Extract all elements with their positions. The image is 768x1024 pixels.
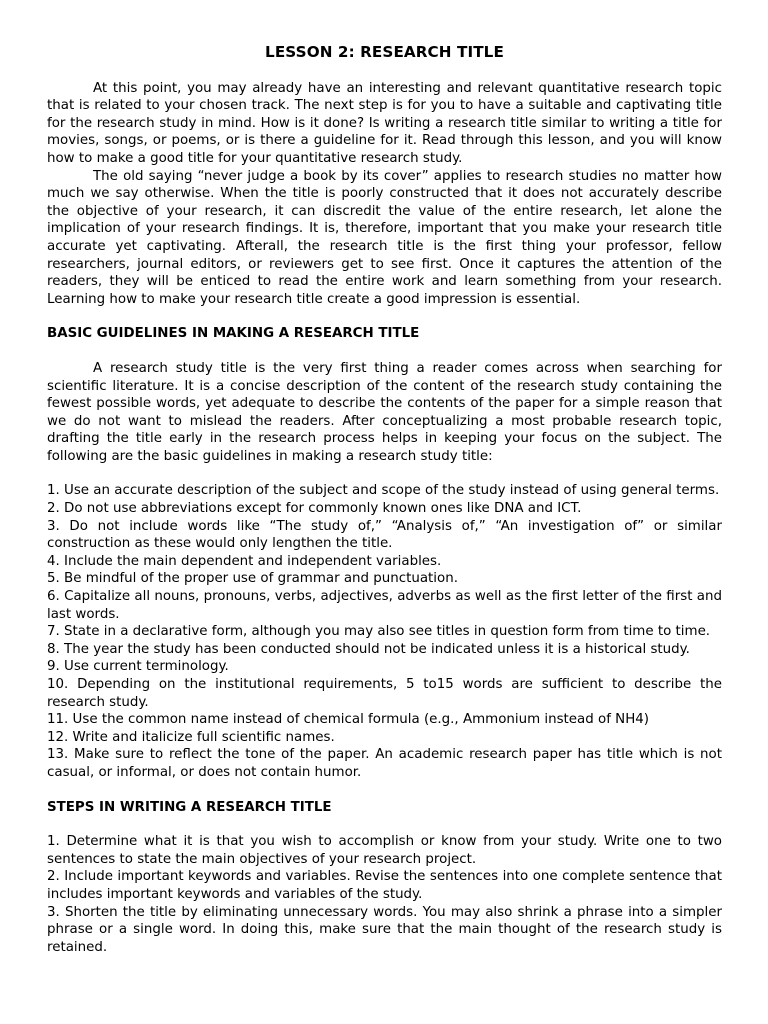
list-item: 12. Write and italicize full scientific names. xyxy=(47,729,335,745)
intro-paragraph-2: The old saying “never judge a book by its cover” applies to research studies no matter how much we say otherwise. When the title is poorly constructed that it does not accurately describe the objective of your research, it can discredit the value of the entire research, let alone the implication of your research findings. It is, therefore, important that you make your research title accurate yet captivating. Afterall, the research title is the first thing your professor, fellow researchers, journal editors, or reviewers get to see first. Once it captures the attention of the readers, they will be enticed to read the entire work and learn something from your research. Learning how to make your research title create a good impression is essential. xyxy=(47,168,722,307)
list-item: 6. Capitalize all nouns, pronouns, verbs, adjectives, adverbs as well as the first letter of the first and last words. xyxy=(47,589,722,622)
list-item: 8. The year the study has been conducted should not be indicated unless it is a historical study. xyxy=(47,641,690,657)
intro-paragraph-1: At this point, you may already have an interesting and relevant quantitative research topic that is related to your chosen track. The next step is for you to have a suitable and captivating title for the research study in mind. How is it done? Is writing a research title similar to writing a title for movies, songs, or poems, or is there a guideline for it. Read through this lesson, and you will know how to make a good title for your quantitative research study. xyxy=(47,80,722,166)
list-item: 3. Shorten the title by eliminating unnecessary words. You may also shrink a phrase into a simpler phrase or a single word. In doing this, make sure that the main thought of the research study is retained. xyxy=(47,904,722,955)
list-item: 1. Determine what it is that you wish to accomplish or know from your study. Write one to two sentences to state the main objectives of your research project. xyxy=(47,834,722,867)
guidelines-heading: BASIC GUIDELINES IN MAKING A RESEARCH TITLE xyxy=(47,326,420,342)
list-item: 7. State in a declarative form, although you may also see titles in question form from time to time. xyxy=(47,624,711,640)
list-item: 2. Include important keywords and variables. Revise the sentences into one complete sentence that includes important keywords and variables of the study. xyxy=(47,869,722,902)
steps-list xyxy=(47,833,722,956)
list-item: 11. Use the common name instead of chemical formula (e.g., Ammonium instead of NH4) xyxy=(47,712,650,728)
steps-heading: STEPS IN WRITING A RESEARCH TITLE xyxy=(47,799,332,815)
page-title: LESSON 2: RESEARCH TITLE xyxy=(265,43,504,61)
list-item: 5. Be mindful of the proper use of grammar and punctuation. xyxy=(47,571,458,587)
list-item: 13. Make sure to reflect the tone of the paper. An academic research paper has title which is not casual, or informal, or does not contain humor. xyxy=(47,747,722,780)
list-item: 10. Depending on the institutional requirements, 5 to15 words are sufficient to describe the research study. xyxy=(47,677,722,710)
guidelines-paragraph: A research study title is the very first thing a reader comes across when searching for scientific literature. It is a concise description of the content of the research study containing the fewest possible words, yet adequate to describe the contents of the paper for a simple reason that we do not want to mislead the readers. After conceptualizing a most probable research topic, drafting the title early in the research process helps in keeping your focus on the subject. The following are the basic guidelines in making a research study title: xyxy=(47,360,722,464)
guidelines-list xyxy=(47,482,722,781)
list-item: 2. Do not use abbreviations except for commonly known ones like DNA and ICT. xyxy=(47,501,582,517)
list-item: 4. Include the main dependent and independent variables. xyxy=(47,553,442,569)
list-item: 1. Use an accurate description of the subject and scope of the study instead of using general terms. xyxy=(47,483,720,499)
list-item: 3. Do not include words like “The study of,” “Analysis of,” “An investigation of” or similar construction as these would only lengthen the title. xyxy=(47,518,722,552)
list-item: 9. Use current terminology. xyxy=(47,659,229,675)
